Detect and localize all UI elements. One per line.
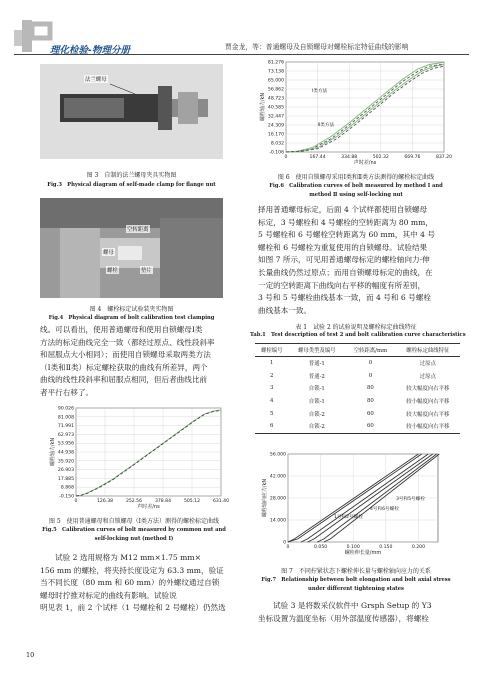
- x-tick-label: 0.150: [379, 545, 393, 550]
- y-tick-label: 32.447: [267, 114, 284, 120]
- table-cell: 自锁-2: [289, 420, 346, 433]
- y-axis-label: 螺栓轴力/kN: [50, 437, 56, 467]
- x-tick-label: 837.20: [435, 155, 453, 160]
- x-tick-label: 0: [284, 155, 288, 160]
- series-line-1: [76, 410, 221, 496]
- text-line: 试验 2 选用规格为 M12 mm×1.75 mm×: [55, 553, 201, 562]
- table1-title-en: Tab.1 Test description of test 2 and bolt calibration curve characteristics: [250, 332, 466, 338]
- fig5-chart: [42, 404, 230, 512]
- y-tick-label: 53.956: [57, 441, 74, 447]
- table-cell: 自锁-1: [308, 399, 325, 406]
- y-tick-label: 28.000: [269, 496, 286, 502]
- x-tick-label: 126.38: [96, 499, 114, 504]
- x-tick-label: 252.56: [125, 499, 143, 504]
- y-tick-label: -0.150: [59, 494, 74, 500]
- x-tick-label: 0.100: [346, 545, 360, 550]
- y-tick-label: 16.170: [267, 132, 284, 138]
- x-tick-label: 0.050: [314, 545, 328, 550]
- y-tick-label: 35.920: [57, 459, 74, 465]
- text-line: 择用普通螺母标定，后面 4 个试样都使用自锁螺母: [258, 205, 428, 214]
- x-axis-label: 螺栓伸长量/mm: [344, 550, 382, 556]
- x-tick-label: 669.76: [404, 155, 421, 160]
- table-header-cell: 螺母类型及编号: [289, 344, 346, 357]
- y-tick-label: 81.276: [267, 60, 284, 66]
- y-tick-label: 62.973: [57, 432, 74, 438]
- table-cell: 0: [368, 372, 373, 379]
- annotation-label: 3号和5号螺栓: [396, 497, 425, 502]
- x-tick-label: 0: [74, 499, 78, 504]
- fig6-caption-en-2: method Ⅱ using self-locking nut: [309, 192, 403, 198]
- text-line: 曲线基本一致。: [258, 305, 312, 315]
- fig4-label-nut: 螺母: [103, 250, 114, 256]
- fig7-caption-en-1: Fig.7 Relationship between bolt elongation and bolt axial stress: [261, 577, 451, 583]
- y-tick-label: 71.991: [57, 424, 74, 430]
- fig3-caption-en: Fig.3 Physical diagram of self-made clamp for flange nut: [47, 182, 216, 188]
- x-tick-label: 167.44: [309, 155, 326, 160]
- y-tick-label: 65.000: [267, 78, 284, 84]
- y-tick-label: 17.885: [57, 476, 74, 482]
- table-header-cell: 螺栓编号: [255, 344, 289, 357]
- table-cell: 自锁-1: [308, 386, 325, 393]
- x-axis-label: 声时差/ns: [137, 504, 160, 510]
- fig4-caption-en: Fig.4 Physical diagram of bolt calibration test clamping: [48, 315, 215, 321]
- table-cell: 较小幅度向右平移: [406, 399, 450, 406]
- table1-title-cn: 表 1 试验 2 的试验说明及螺栓标定曲线特征: [295, 324, 417, 331]
- y-tick-label: 8.868: [60, 485, 74, 491]
- table-cell: 较大幅度向右平移: [406, 386, 450, 393]
- table-header-cell: 螺栓标定曲线特征: [396, 344, 460, 357]
- table-cell: 80: [366, 385, 374, 392]
- y-tick-label: 26.903: [57, 468, 74, 474]
- y-tick-label: 42.000: [269, 474, 286, 480]
- flange-nut-clamp-image: [40, 64, 223, 159]
- fig5-chart-svg: [42, 404, 230, 512]
- table-cell: 2: [270, 372, 274, 379]
- text-line: 坐标设置为温度坐标（用外部温度传感器），将螺栓: [258, 613, 429, 623]
- x-tick-label: 502.32: [372, 155, 389, 160]
- table-cell: 普通-2: [308, 373, 325, 380]
- right-paragraph-2: [258, 600, 463, 625]
- table-header-cell: 空转距离/mm: [345, 344, 396, 357]
- x-tick-label: 378.84: [154, 499, 172, 504]
- fig3-caption-cn: 图 3 自制的法兰螺母夹具实物图: [86, 172, 177, 179]
- fig7-caption-cn: 图 7 不同拧紧状态下螺栓伸长量与螺栓轴向应力的关系: [281, 568, 431, 575]
- annotation-label: Ⅰ类方法: [312, 89, 328, 94]
- fig6-caption-en-1: Fig.6 Calibration curves of bolt measured by method Ⅰ and: [269, 183, 443, 189]
- table1-grid: [255, 343, 460, 434]
- text-line: 3 号和 5 号螺栓曲线基本一致，而 4 号和 6 号螺栓: [258, 293, 431, 303]
- table-row: [255, 420, 460, 433]
- left-paragraph-2: [40, 552, 227, 615]
- y-tick-label: 73.138: [267, 69, 284, 75]
- table-cell: 6: [255, 420, 289, 433]
- table-cell: 过原点: [419, 361, 436, 368]
- page-number: 10: [26, 651, 35, 659]
- text-line: 螺栓和 6 号螺栓为重复使用的自锁螺母。试验结果: [258, 242, 428, 252]
- text-line: 螺母时拧推对标定的曲线有影响。试验说: [40, 590, 177, 600]
- table-cell: 0: [368, 360, 373, 367]
- table-cell: 4: [270, 398, 274, 405]
- x-tick-label: 631.40: [212, 499, 230, 504]
- header-rule: [14, 54, 469, 55]
- fig4-label-idle-distance: 空转距离: [127, 227, 149, 233]
- text-line: 试验 3 是将数采仪软件中 Grsph Setup 的 Y3: [273, 601, 432, 610]
- table-cell: 60: [345, 420, 396, 433]
- table-cell: 自锁-2: [308, 411, 325, 418]
- table-cell: 过原点: [419, 373, 436, 380]
- fig5-caption-cn: 图 5 使用普通螺母和自锁螺母（Ⅰ类方法）测得的螺栓标定曲线: [48, 518, 220, 525]
- x-tick-label: 334.88: [341, 155, 358, 160]
- text-line: 当不同长度（80 mm 和 60 mm）的外螺纹通过自锁: [40, 578, 220, 588]
- x-axis-label: 声时差/ns: [353, 160, 377, 166]
- y-tick-label: -0.106: [269, 150, 284, 156]
- text-line: 156 mm 的螺栓，将夹持长度设定为 63.3 mm，验证: [40, 565, 224, 575]
- annotation-label: 4号和6号螺栓: [370, 507, 399, 512]
- y-tick-label: 44.938: [57, 450, 74, 456]
- fig7-chart: [254, 448, 454, 564]
- table-cell: 80: [366, 398, 374, 405]
- fig5-caption-en-2: self-locking nut (method Ⅰ): [94, 536, 174, 542]
- text-line: 标定，3 号螺栓和 4 号螺栓的空转距离为 80 mm，: [258, 217, 433, 227]
- text-line: 者平行右移了。: [40, 387, 94, 397]
- table-cell: 5: [270, 410, 274, 417]
- text-line: 曲线的线性段斜率和屈服点相同，但后者曲线比前: [40, 375, 208, 385]
- right-paragraph-1: [258, 204, 463, 317]
- text-line: 如图 7 所示，可见用普通螺母标定的螺栓轴向力-伸: [258, 255, 430, 265]
- series-line-2: [286, 64, 444, 152]
- table-cell: 普通-1: [308, 361, 325, 368]
- text-line: （Ⅰ类和Ⅱ类）标定螺栓获取的曲线有所差异，两个: [40, 362, 208, 372]
- fig6-caption-cn: 图 6 使用自锁螺母采用Ⅰ类和Ⅱ类方法测得的螺栓标定曲线: [277, 174, 435, 181]
- fig4-photo: [40, 198, 223, 298]
- table-cell: 较小幅度向右平移: [396, 420, 460, 433]
- journal-name: 理化检验-物理分册: [50, 45, 130, 56]
- text-line: 方法的标定曲线完全一致（都经过原点、线性段斜率: [40, 337, 215, 347]
- y-tick-label: 90.026: [57, 406, 74, 412]
- journal-logo-icon: [14, 20, 52, 52]
- fig6-chart-svg: [252, 58, 452, 168]
- table1: [255, 343, 460, 434]
- series-line-4: [286, 66, 444, 152]
- fig3-photo: [40, 64, 223, 159]
- fig7-chart-svg: [254, 448, 454, 564]
- fig6-chart: [252, 58, 452, 168]
- fig4-caption-cn: 图 4 螺栓标定试验装夹实物图: [89, 306, 174, 313]
- fig7-caption-en-2: under different tightening states: [308, 586, 404, 592]
- table-row: [255, 407, 460, 420]
- text-line: 明见表 1，前 2 个试样（1 号螺栓和 2 号螺栓）仍然选: [40, 603, 226, 613]
- bolt-clamping-image: [40, 198, 223, 298]
- table-cell: 1: [270, 360, 274, 367]
- y-tick-label: 48.723: [267, 96, 284, 102]
- annotation-label: Ⅱ类方法: [318, 123, 335, 128]
- fig4-label-bolt: 螺栓: [107, 268, 118, 274]
- table-row: [255, 395, 460, 408]
- text-line: 一定的空转距离下曲线向右平移的幅度有所差别，: [258, 280, 426, 290]
- y-tick-label: 56.000: [269, 452, 286, 458]
- running-title: 贾金龙，等：普通螺母及自锁螺母对螺栓标定特征曲线的影响: [225, 43, 409, 51]
- fig3-label-flange-nut: 法兰螺母: [85, 77, 107, 83]
- x-tick-label: 505.12: [183, 499, 201, 504]
- table-cell: 60: [366, 410, 374, 417]
- y-tick-label: 0: [283, 540, 286, 546]
- y-axis-label: 螺栓轴力/kN: [260, 92, 266, 122]
- fig5-caption-en-1: Fig.5 Calibration curves of bolt measured by common nut and: [42, 527, 226, 533]
- table-cell: 3: [270, 385, 274, 392]
- y-tick-label: 14.000: [269, 518, 286, 524]
- text-line: 和屈服点大小相同）；而使用自锁螺母采取两类方法: [40, 350, 211, 360]
- annotation-label: 1号和2号螺栓: [334, 515, 363, 520]
- y-tick-label: 40.585: [267, 105, 284, 111]
- table-row: [255, 357, 460, 370]
- y-axis-label: 螺栓轴向应力/kN: [262, 478, 268, 518]
- y-tick-label: 56.862: [267, 87, 284, 93]
- text-line: 5 号螺栓和 6 号螺栓空转距离为 60 mm，其中 4 号: [258, 230, 435, 240]
- y-tick-label: 24.309: [267, 123, 284, 129]
- x-tick-label: 0.200: [411, 545, 426, 550]
- table-cell: 较大幅度向右平移: [406, 411, 450, 418]
- table-row: [255, 382, 460, 395]
- table-header-row: [255, 344, 460, 357]
- series-line-3: [286, 65, 444, 153]
- y-tick-label: 81.008: [57, 415, 74, 421]
- table-row: [255, 370, 460, 383]
- left-paragraph-1: [40, 324, 227, 400]
- x-tick-label: 0: [286, 545, 290, 550]
- text-line: 线。可以看出，使用普通螺母和使用自锁螺母Ⅰ类: [40, 325, 203, 334]
- text-line: 长量曲线仍然过原点；而用自锁螺母标定的曲线，在: [258, 267, 433, 277]
- y-tick-label: 8.032: [270, 141, 284, 147]
- fig4-label-washer: 垫片: [141, 268, 152, 274]
